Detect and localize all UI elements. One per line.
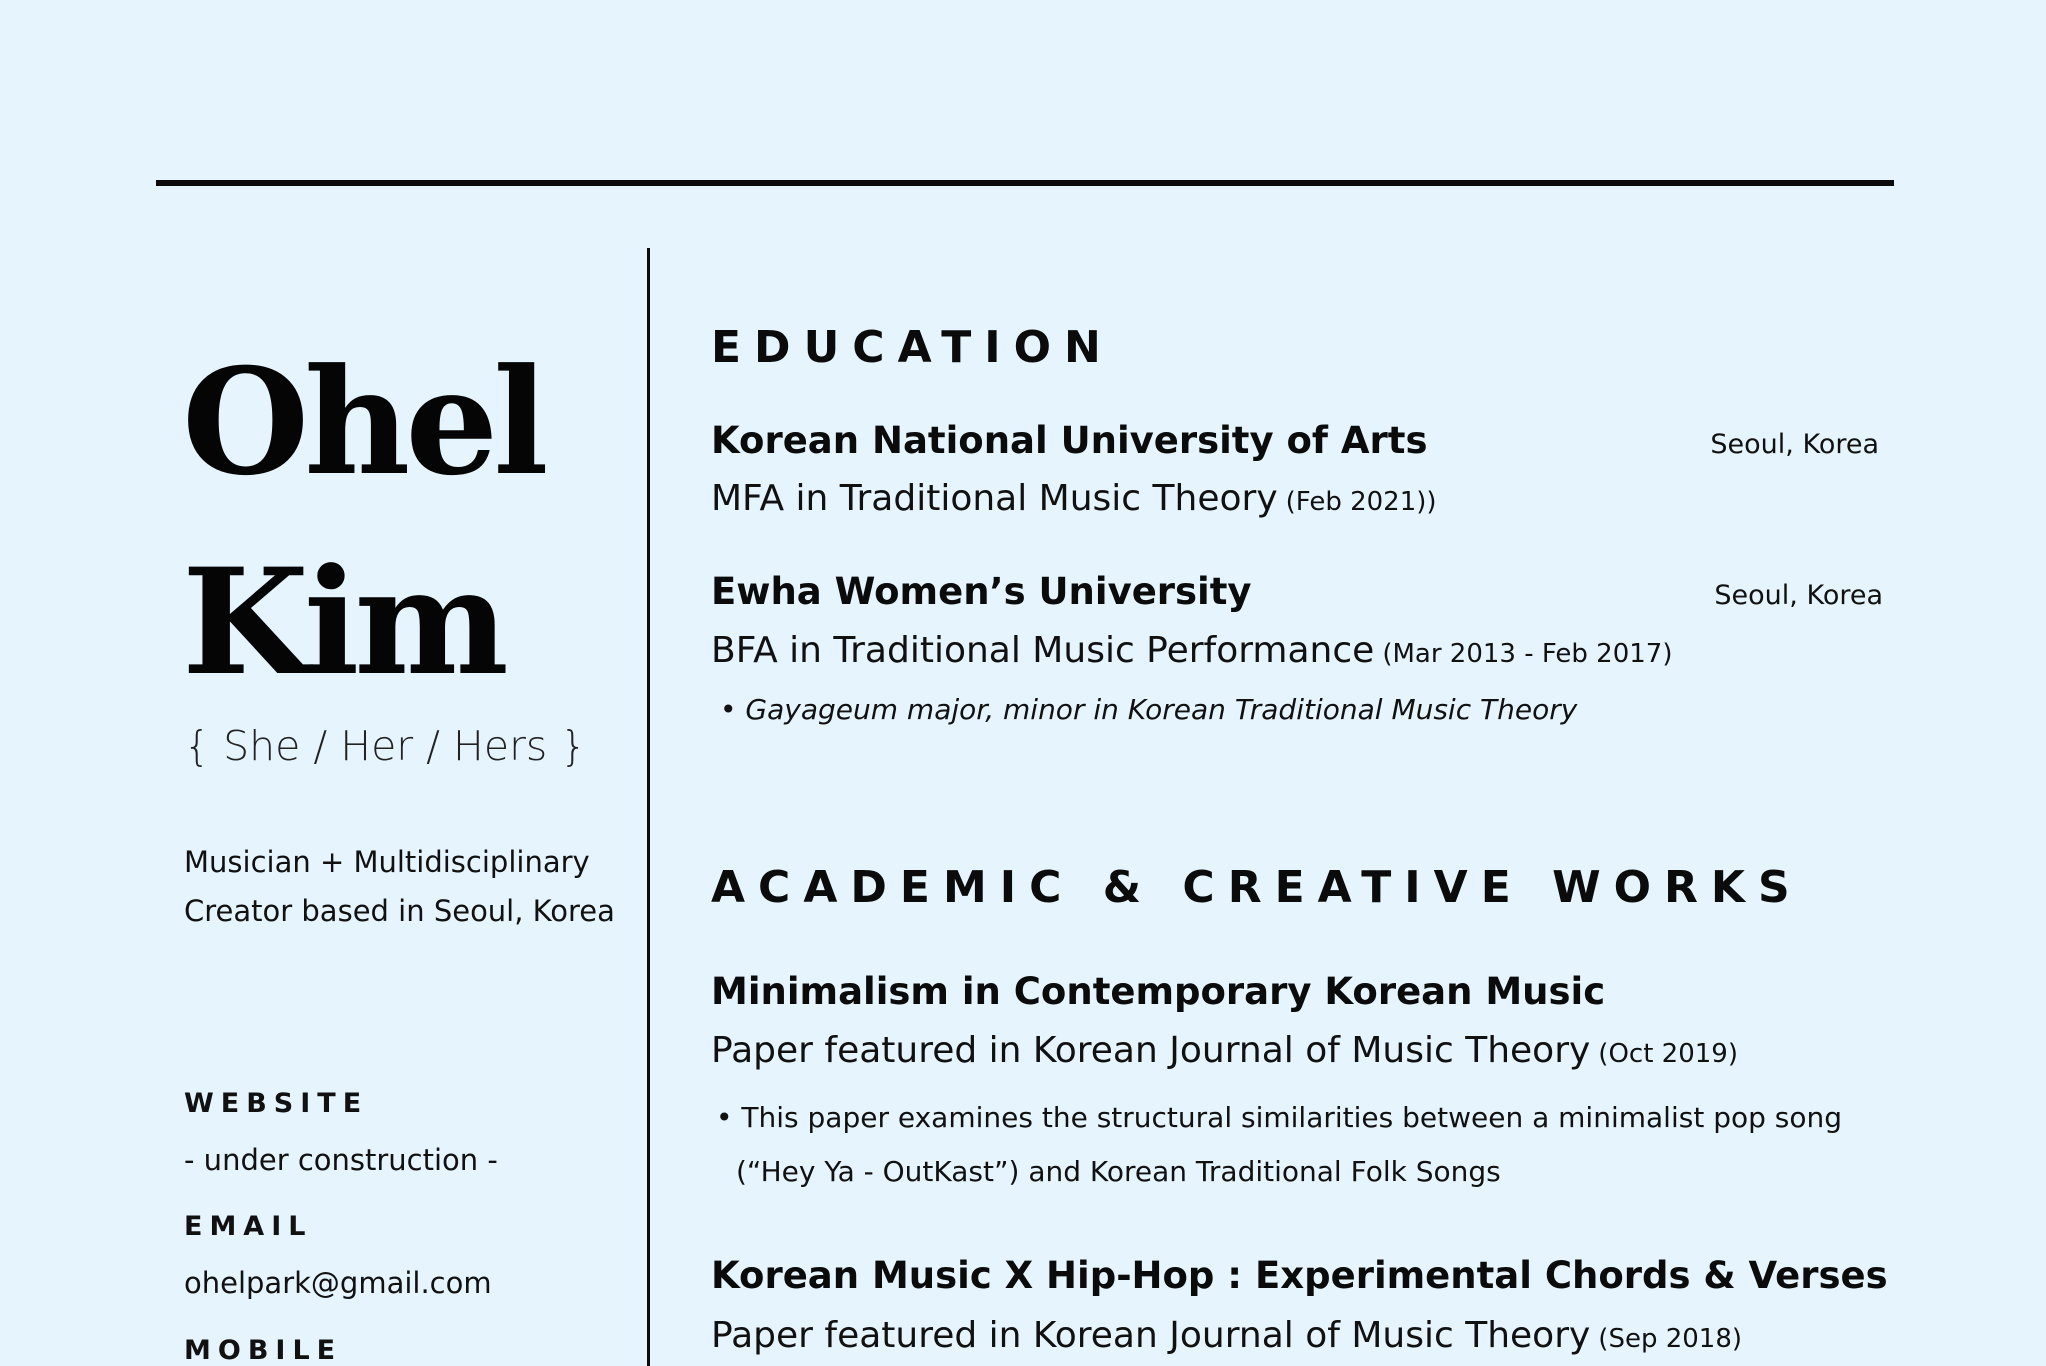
- website-value: - under construction -: [184, 1143, 498, 1177]
- tagline-line2: Creator based in Seoul, Korea: [184, 894, 615, 928]
- work-title: Korean Music X Hip-Hop : Experimental Chords & Verses: [711, 1254, 1888, 1297]
- education-degree-text: BFA in Traditional Music Performance: [711, 630, 1375, 671]
- last-name: Kim: [182, 537, 504, 708]
- email-label: EMAIL: [184, 1211, 313, 1242]
- education-school: Korean National University of Arts: [711, 419, 1428, 462]
- top-rule: [156, 180, 1894, 186]
- pronouns: { She / Her / Hers }: [184, 722, 587, 770]
- work-description-line1: • This paper examines the structural similarities between a minimalist pop song: [716, 1101, 1843, 1134]
- education-school: Ewha Women’s University: [711, 570, 1252, 613]
- work-date: (Sep 2018): [1598, 1324, 1743, 1354]
- work-subtitle-text: Paper featured in Korean Journal of Music Theory: [711, 1030, 1591, 1071]
- education-date: (Mar 2013 - Feb 2017): [1382, 639, 1673, 669]
- education-heading: EDUCATION: [711, 322, 1114, 373]
- work-description-line2: (“Hey Ya - OutKast”) and Korean Traditional Folk Songs: [736, 1155, 1501, 1188]
- work-subtitle: [711, 1030, 1738, 1071]
- first-name: Ohel: [182, 337, 544, 508]
- education-note: • Gayageum major, minor in Korean Traditional Music Theory: [720, 693, 1578, 726]
- website-label: WEBSITE: [184, 1088, 369, 1119]
- column-divider: [647, 248, 650, 1366]
- education-date: (Feb 2021)): [1285, 487, 1437, 517]
- education-degree: [711, 630, 1672, 671]
- work-subtitle: [711, 1315, 1742, 1356]
- email-value[interactable]: ohelpark@gmail.com: [184, 1266, 492, 1300]
- tagline-line1: Musician + Multidisciplinary: [184, 845, 590, 879]
- education-degree: [711, 478, 1437, 519]
- mobile-label: MOBILE: [184, 1335, 343, 1366]
- work-subtitle-text: Paper featured in Korean Journal of Music Theory: [711, 1315, 1591, 1356]
- tagline: [184, 838, 615, 936]
- works-heading: ACADEMIC & CREATIVE WORKS: [711, 862, 1803, 913]
- education-degree-text: MFA in Traditional Music Theory: [711, 478, 1278, 519]
- education-location: Seoul, Korea: [1714, 580, 1883, 611]
- education-location: Seoul, Korea: [1710, 429, 1879, 460]
- work-date: (Oct 2019): [1598, 1039, 1738, 1069]
- work-title: Minimalism in Contemporary Korean Music: [711, 970, 1606, 1013]
